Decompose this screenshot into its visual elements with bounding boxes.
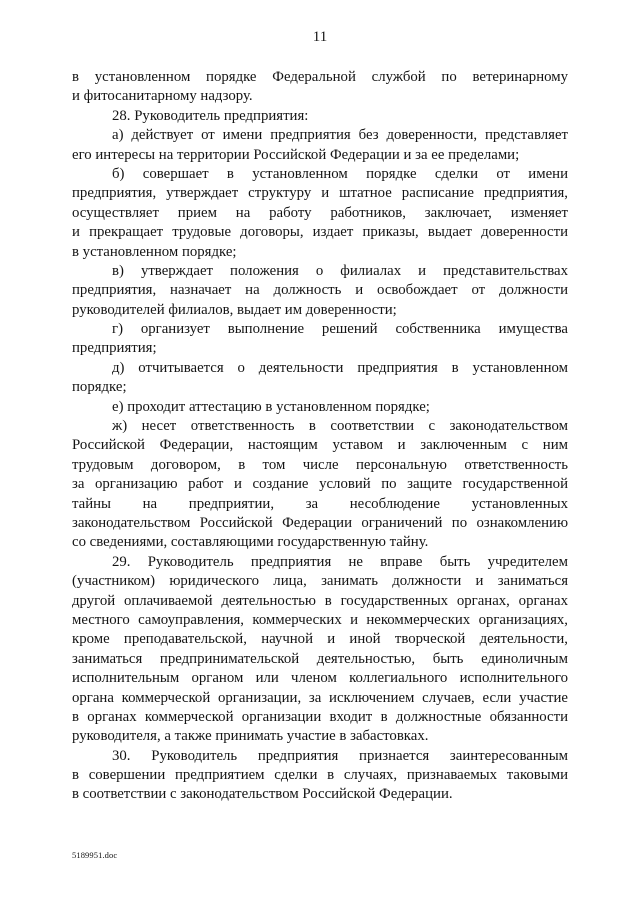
text-line: б) совершает в установленном порядке сделки от имени (112, 165, 568, 182)
paragraph (72, 747, 568, 805)
paragraph (72, 553, 568, 747)
text-line: г) организует выполнение решений собственника имущества (112, 321, 568, 338)
text-line: тайны на предприятии, за несоблюдение установленных (72, 495, 568, 512)
text-line: в) утверждает положения о филиалах и представительствах (112, 262, 568, 279)
text-line: Российской Федерации, настоящим уставом и заключенным с ним (72, 437, 568, 454)
text-line: кроме преподавательской, научной и иной творческой деятельности, (72, 631, 568, 648)
text-line: его интересы на территории Российской Федерации и за ее пределами; (72, 146, 520, 163)
paragraph (72, 417, 568, 553)
text-line: в установленном порядке Федеральной службой по ветеринарному (72, 69, 568, 85)
text-line: (участником) юридического лица, занимать должности и заниматься (72, 573, 568, 590)
text-line: исполнительным органом или членом коллегиального исполнительного (72, 670, 568, 687)
text-line: порядке; (72, 379, 127, 396)
text-line: органа коммерческой организации, за исключением случаев, если участие (72, 689, 568, 706)
page-number: 11 (312, 29, 328, 45)
paragraph (72, 68, 568, 107)
text-line: трудовым договором, в том числе персональную ответственность (72, 456, 568, 473)
text-line: е) проходит аттестацию в установленном порядке; (112, 398, 430, 415)
text-line: ж) несет ответственность в соответствии с законодательством (112, 418, 568, 435)
text-line: другой оплачиваемой деятельностью в государственных органах, органах (72, 592, 568, 609)
text-line: 30. Руководитель предприятия признается заинтересованным (112, 747, 568, 764)
text-line: и прекращает трудовые договоры, издает приказы, выдает доверенности (72, 224, 568, 241)
paragraph (72, 165, 568, 262)
text-line: руководителей филиалов, выдает им доверенности; (72, 301, 397, 318)
text-line: предприятия, назначает на должность и освобождает от должности (72, 282, 568, 299)
text-line: законодательством Российской Федерации ограничений по ознакомлению (72, 514, 568, 531)
text-line: д) отчитывается о деятельности предприятия в установленном (112, 359, 568, 376)
text-line: в органах коммерческой организации входит в должностные обязанности (72, 708, 568, 725)
paragraph (72, 126, 568, 165)
paragraph (72, 107, 568, 126)
text-line: руководителя, а также принимать участие в забастовках. (72, 728, 429, 745)
document-body (72, 68, 568, 805)
paragraph (72, 262, 568, 320)
text-line: и фитосанитарному надзору. (72, 88, 253, 105)
text-line: осуществляет прием на работу работников, заключает, изменяет (72, 204, 568, 221)
text-line: 28. Руководитель предприятия: (112, 107, 309, 124)
paragraph (72, 359, 568, 398)
text-line: в соответствии с законодательством Российской Федерации. (72, 786, 453, 803)
text-line: 29. Руководитель предприятия не вправе быть учредителем (112, 553, 568, 570)
text-line: а) действует от имени предприятия без доверенности, представляет (112, 127, 568, 144)
file-name-footer: 5189951.doc (72, 850, 118, 860)
text-line: местного самоуправления, коммерческих и некоммерческих организациях, (72, 611, 568, 628)
text-line: в установленном порядке; (72, 243, 237, 260)
text-line: заниматься предпринимательской деятельностью, быть единоличным (72, 650, 568, 667)
paragraph (72, 320, 568, 359)
text-line: предприятия, утверждает структуру и штатное расписание предприятия, (72, 185, 568, 202)
text-line: со сведениями, составляющими государственную тайну. (72, 534, 429, 551)
paragraph (72, 398, 568, 417)
text-line: за организацию работ и создание условий по защите государственной (72, 476, 568, 493)
text-line: предприятия; (72, 340, 157, 357)
text-line: в совершении предприятием сделки в случаях, признаваемых таковыми (72, 767, 568, 784)
